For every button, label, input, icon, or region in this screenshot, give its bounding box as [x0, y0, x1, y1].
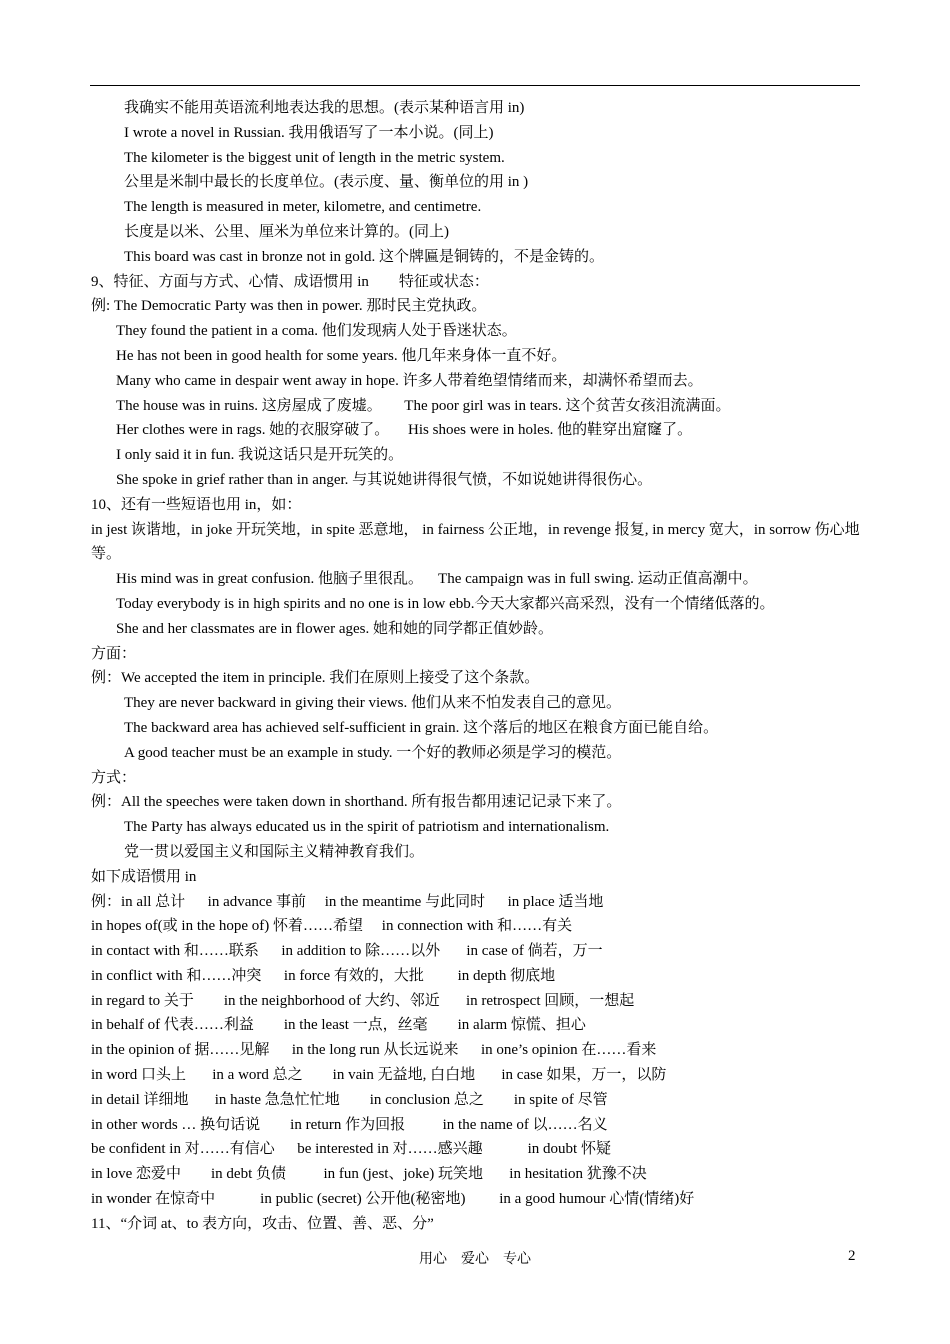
text-line: She and her classmates are in flower ages. 她和她的同学都正值妙龄。 — [116, 620, 553, 637]
text-line: 例：We accepted the item in principle. 我们在原则上接受了这个条款。 — [91, 670, 540, 687]
text-line: The house was in ruins. 这房屋成了废墟。 The poor girl was in tears. 这个贫苦女孩泪流满面。 — [116, 397, 731, 414]
idiom-line: in love 恋爱中 in debt 负债 in fun (jest、joke) 玩笑地 in hesitation 犹豫不决 — [91, 1166, 647, 1183]
text-line: The Party has always educated us in the spirit of patriotism and internationalism. — [124, 819, 610, 836]
text-line: 长度是以米、公里、厘米为单位来计算的。(同上) — [124, 223, 449, 240]
idiom-line: in conflict with 和……冲突 in force 有效的，大批 in depth 彻底地 — [91, 967, 556, 984]
text-line: They are never backward in giving their views. 他们从来不怕发表自己的意见。 — [124, 695, 621, 712]
idiom-line: in wonder 在惊奇中 in public (secret) 公开他(秘密地) in a good humour 心情(情绪)好 — [91, 1191, 695, 1208]
text-line: 例：All the speeches were taken down in shorthand. 所有报告都用速记记录下来了。 — [91, 794, 622, 811]
text-line: Her clothes were in rags. 她的衣服穿破了。 His shoes were in holes. 他的鞋穿出窟窿了。 — [116, 422, 693, 439]
text-paragraph: in jest 诙谐地，in joke 开玩笑地，in spite 恶意地， in fairness 公正地，in revenge 报复, in mercy 宽大，in sorrow 伤心地等。 — [91, 521, 860, 563]
text-line: They found the patient in a coma. 他们发现病人处于昏迷状态。 — [116, 323, 517, 340]
text-line: 公里是米制中最长的长度单位。(表示度、量、衡单位的用 in ) — [124, 174, 529, 191]
text-line: She spoke in grief rather than in anger. 与其说她讲得很气愤，不如说她讲得很伤心。 — [116, 471, 653, 488]
page-number: 2 — [848, 1248, 856, 1264]
idiom-line: in detail 详细地 in haste 急急忙忙地 in conclusion 总之 in spite of 尽管 — [91, 1091, 608, 1108]
idiom-line: in behalf of 代表……利益 in the least 一点，丝毫 in alarm 惊慌、担心 — [91, 1017, 586, 1034]
subheading: 方式： — [91, 769, 137, 786]
header-rule — [90, 85, 860, 86]
text-line: 例: The Democratic Party was then in power. 那时民主党执政。 — [91, 298, 487, 315]
footer-motto: 用心 爱心 专心 — [419, 1252, 531, 1267]
text-line: His mind was in great confusion. 他脑子里很乱。 The campaign was in full swing. 运动正值高潮中。 — [116, 571, 758, 588]
idiom-line: in other words … 换句话说 in return 作为回报 in the name of 以……名义 — [91, 1116, 608, 1133]
idiom-line: in hopes of(或 in the hope of) 怀着……希望 in connection with 和……有关 — [91, 918, 573, 935]
idiom-line: in regard to 关于 in the neighborhood of 大约、邻近 in retrospect 回顾，一想起 — [91, 992, 635, 1009]
text-line: 我确实不能用英语流利地表达我的思想。(表示某种语言用 in) — [124, 100, 525, 116]
section-heading: 10、还有一些短语也用 in，如： — [91, 496, 302, 513]
text-line: This board was cast in bronze not in gold. 这个牌匾是铜铸的，不是金铸的。 — [124, 248, 604, 265]
text-line: 党一贯以爱国主义和国际主义精神教育我们。 — [124, 843, 425, 860]
text-line: The length is measured in meter, kilometre, and centimetre. — [124, 199, 482, 216]
idiom-line: in word 口头上 in a word 总之 in vain 无益地, 白白地 in case 如果，万一，以防 — [91, 1067, 667, 1084]
text-line: A good teacher must be an example in study. 一个好的教师必须是学习的模范。 — [124, 744, 622, 761]
section-heading: 9、特征、方面与方式、心情、成语惯用 in 特征或状态： — [91, 273, 489, 290]
text-line: I only said it in fun. 我说这话只是开玩笑的。 — [116, 447, 404, 464]
page-body — [91, 96, 861, 1237]
text-line: He has not been in good health for some years. 他几年来身体一直不好。 — [116, 347, 567, 364]
idiom-line: in the opinion of 据……见解 in the long run 从长远说来 in one’s opinion 在……看来 — [91, 1042, 657, 1059]
section-heading: 11、“介词 at、to 表方向，攻击、位置、善、恶、分” — [91, 1215, 434, 1232]
subheading: 方面： — [91, 645, 137, 662]
idiom-line: 例：in all 总计 in advance 事前 in the meantime 与此同时 in place 适当地 — [91, 893, 604, 910]
text-line: I wrote a novel in Russian. 我用俄语写了一本小说。(同上) — [124, 124, 494, 141]
text-line: The kilometer is the biggest unit of length in the metric system. — [124, 149, 505, 166]
idiom-line: be confident in 对……有信心 be interested in 对……感兴趣 in doubt 怀疑 — [91, 1141, 611, 1158]
subheading: 如下成语惯用 in — [91, 868, 197, 885]
text-line: The backward area has achieved self-sufficient in grain. 这个落后的地区在粮食方面已能自给。 — [124, 719, 719, 736]
text-line: Many who came in despair went away in hope. 许多人带着绝望情绪而来，却满怀希望而去。 — [116, 372, 703, 389]
idiom-line: in contact with 和……联系 in addition to 除……以外 in case of 倘若，万一 — [91, 943, 603, 960]
text-line: Today everybody is in high spirits and no one is in low ebb.今天大家都兴高采烈，没有一个情绪低落的。 — [116, 595, 775, 612]
